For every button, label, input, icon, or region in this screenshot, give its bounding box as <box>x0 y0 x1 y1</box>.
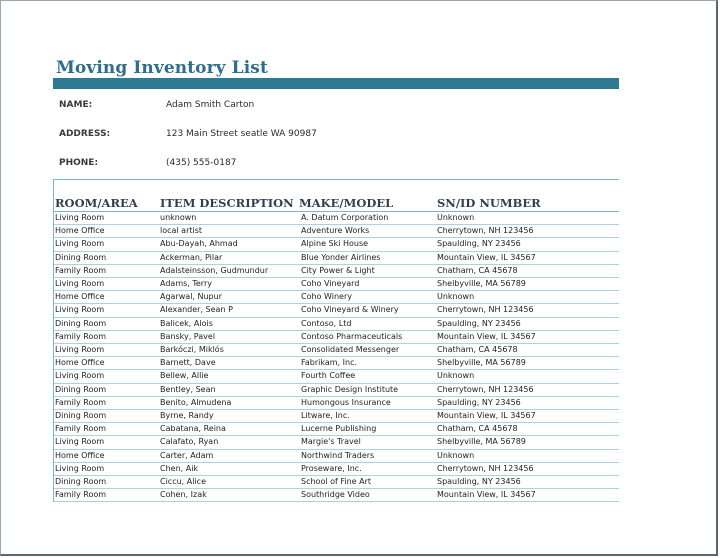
cell-room-area[interactable]: Living Room <box>55 239 105 249</box>
cell-sn-id-number[interactable]: Unknown <box>437 292 475 302</box>
cell-item-description[interactable]: Cabatana, Reina <box>160 424 226 434</box>
cell-item-description[interactable]: Bansky, Pavel <box>160 331 216 341</box>
cell-sn-id-number[interactable]: Shelbyville, MA 56789 <box>437 358 526 368</box>
cell-item-description[interactable]: Calafato, Ryan <box>160 437 219 447</box>
table-row <box>54 304 619 317</box>
cell-make-model[interactable]: Lucerne Publishing <box>301 424 377 434</box>
cell-item-description[interactable]: Cohen, Izak <box>160 490 207 500</box>
title-underline-bar <box>53 78 619 89</box>
cell-sn-id-number[interactable]: Cherrytown, NH 123456 <box>437 384 534 394</box>
cell-room-area[interactable]: Dining Room <box>55 252 107 262</box>
cell-room-area[interactable]: Dining Room <box>55 384 107 394</box>
cell-sn-id-number[interactable]: Unknown <box>437 371 475 381</box>
cell-item-description[interactable]: unknown <box>160 213 197 222</box>
cell-room-area[interactable]: Family Room <box>55 331 107 341</box>
cell-sn-id-number[interactable]: Mountain View, IL 34567 <box>437 331 536 341</box>
cell-make-model[interactable]: Margie's Travel <box>301 437 361 447</box>
table-row <box>54 397 619 410</box>
cell-room-area[interactable]: Home Office <box>55 358 105 368</box>
header-sn-id-number: SN/ID NUMBER <box>437 196 541 210</box>
cell-room-area[interactable]: Family Room <box>55 424 107 434</box>
cell-item-description[interactable]: local artist <box>160 226 203 236</box>
table-row <box>54 370 619 383</box>
table-row <box>54 331 619 344</box>
cell-sn-id-number[interactable]: Cherrytown, NH 123456 <box>437 305 534 315</box>
cell-room-area[interactable]: Dining Room <box>55 318 107 328</box>
cell-item-description[interactable]: Balicek, Alois <box>160 318 213 328</box>
cell-make-model[interactable]: Northwind Traders <box>301 450 375 460</box>
cell-item-description[interactable]: Adams, Terry <box>160 279 212 288</box>
cell-room-area[interactable]: Family Room <box>55 397 107 407</box>
cell-make-model[interactable]: Contoso Pharmaceuticals <box>301 331 403 341</box>
address-value[interactable]: 123 Main Street seatle WA 90987 <box>166 129 317 139</box>
phone-value[interactable]: (435) 555-0187 <box>166 158 237 168</box>
cell-make-model[interactable]: Coho Winery <box>301 292 352 302</box>
table-row <box>54 463 619 476</box>
name-value[interactable]: Adam Smith Carton <box>166 100 255 110</box>
cell-room-area[interactable]: Living Room <box>55 279 105 288</box>
cell-room-area[interactable]: Living Room <box>55 437 105 447</box>
header-make-model: MAKE/MODEL <box>299 196 394 210</box>
cell-room-area[interactable]: Living Room <box>55 213 105 222</box>
cell-sn-id-number[interactable]: Shelbyville, MA 56789 <box>437 279 526 288</box>
cell-make-model[interactable]: Fourth Coffee <box>301 371 356 381</box>
page-title: Moving Inventory List <box>56 58 268 78</box>
cell-make-model[interactable]: Adventure Works <box>301 226 370 236</box>
cell-make-model[interactable]: Blue Yonder Airlines <box>301 252 381 262</box>
cell-item-description[interactable]: Byrne, Randy <box>160 411 214 420</box>
cell-sn-id-number[interactable]: Unknown <box>437 450 475 460</box>
table-row <box>54 252 619 265</box>
header-room-area: ROOM/AREA <box>55 196 138 210</box>
cell-make-model[interactable]: Coho Vineyard & Winery <box>301 305 399 315</box>
table-row <box>54 489 619 502</box>
table-row <box>54 410 619 423</box>
cell-sn-id-number[interactable]: Spaulding, NY 23456 <box>437 397 521 407</box>
cell-item-description[interactable]: Ackerman, Pilar <box>160 252 223 262</box>
cell-item-description[interactable]: Ciccu, Alice <box>160 477 206 486</box>
cell-item-description[interactable]: Benito, Almudena <box>160 397 232 407</box>
cell-make-model[interactable]: Proseware, Inc. <box>301 463 362 473</box>
cell-sn-id-number[interactable]: Chatham, CA 45678 <box>437 345 518 354</box>
cell-room-area[interactable]: Living Room <box>55 305 105 315</box>
table-row <box>54 225 619 238</box>
cell-room-area[interactable]: Living Room <box>55 463 105 473</box>
table-row <box>54 436 619 449</box>
table-row <box>54 212 619 225</box>
cell-room-area[interactable]: Family Room <box>55 490 107 500</box>
cell-make-model[interactable]: City Power & Light <box>301 265 375 275</box>
cell-room-area[interactable]: Family Room <box>55 265 107 275</box>
cell-make-model[interactable]: Southridge Video <box>301 490 370 500</box>
table-row <box>54 423 619 436</box>
cell-sn-id-number[interactable]: Cherrytown, NH 123456 <box>437 226 534 236</box>
cell-sn-id-number[interactable]: Shelbyville, MA 56789 <box>437 437 526 447</box>
table-row <box>54 476 619 489</box>
cell-make-model[interactable]: Humongous Insurance <box>301 397 391 407</box>
cell-sn-id-number[interactable]: Mountain View, IL 34567 <box>437 252 536 262</box>
cell-make-model[interactable]: Alpine Ski House <box>301 239 369 249</box>
cell-room-area[interactable]: Home Office <box>55 450 105 460</box>
cell-item-description[interactable]: Adalsteinsson, Gudmundur <box>160 265 269 275</box>
table-row <box>54 318 619 331</box>
cell-make-model[interactable]: Graphic Design Institute <box>301 384 399 394</box>
table-row <box>54 450 619 463</box>
cell-sn-id-number[interactable]: Spaulding, NY 23456 <box>437 477 521 486</box>
cell-make-model[interactable]: School of Fine Art <box>301 477 372 486</box>
cell-make-model[interactable]: Consolidated Messenger <box>301 345 400 354</box>
cell-sn-id-number[interactable]: Chatham, CA 45678 <box>437 265 518 275</box>
name-label: NAME: <box>59 100 93 110</box>
cell-sn-id-number[interactable]: Mountain View, IL 34567 <box>437 490 536 500</box>
cell-room-area[interactable]: Home Office <box>55 292 105 302</box>
table-row <box>54 238 619 251</box>
cell-make-model[interactable]: Contoso, Ltd <box>301 318 352 328</box>
cell-item-description[interactable]: Barkóczi, Miklós <box>160 345 224 354</box>
cell-make-model[interactable]: Litware, Inc. <box>301 411 350 420</box>
cell-room-area[interactable]: Living Room <box>55 345 105 354</box>
cell-room-area[interactable]: Home Office <box>55 226 105 236</box>
table-row <box>54 384 619 397</box>
cell-make-model[interactable]: Fabrikam, Inc. <box>301 358 358 368</box>
cell-item-description[interactable]: Bentley, Sean <box>160 384 216 394</box>
table-row <box>54 357 619 370</box>
cell-item-description[interactable]: Alexander, Sean P <box>160 305 233 315</box>
cell-item-description[interactable]: Bellew, Allie <box>160 371 209 381</box>
cell-sn-id-number[interactable]: Mountain View, IL 34567 <box>437 411 536 420</box>
cell-item-description[interactable]: Abu-Dayah, Ahmad <box>160 239 238 249</box>
cell-room-area[interactable]: Dining Room <box>55 477 107 486</box>
cell-sn-id-number[interactable]: Unknown <box>437 213 475 222</box>
cell-sn-id-number[interactable]: Chatham, CA 45678 <box>437 424 518 434</box>
cell-sn-id-number[interactable]: Spaulding, NY 23456 <box>437 318 521 328</box>
cell-sn-id-number[interactable]: Cherrytown, NH 123456 <box>437 463 534 473</box>
cell-make-model[interactable]: Coho Vineyard <box>301 279 360 288</box>
cell-room-area[interactable]: Dining Room <box>55 411 107 420</box>
address-label: ADDRESS: <box>59 129 111 139</box>
cell-room-area[interactable]: Living Room <box>55 371 105 381</box>
cell-item-description[interactable]: Carter, Adam <box>160 450 214 460</box>
cell-sn-id-number[interactable]: Spaulding, NY 23456 <box>437 239 521 249</box>
cell-item-description[interactable]: Barnett, Dave <box>160 358 216 368</box>
table-row <box>54 278 619 291</box>
table-row <box>54 265 619 278</box>
table-row <box>54 344 619 357</box>
cell-make-model[interactable]: A. Datum Corporation <box>301 213 389 222</box>
cell-item-description[interactable]: Chen, Aik <box>160 463 199 473</box>
cell-item-description[interactable]: Agarwal, Nupur <box>160 292 222 302</box>
table-row <box>54 291 619 304</box>
header-item-description: ITEM DESCRIPTION <box>160 196 294 210</box>
phone-label: PHONE: <box>59 158 99 168</box>
